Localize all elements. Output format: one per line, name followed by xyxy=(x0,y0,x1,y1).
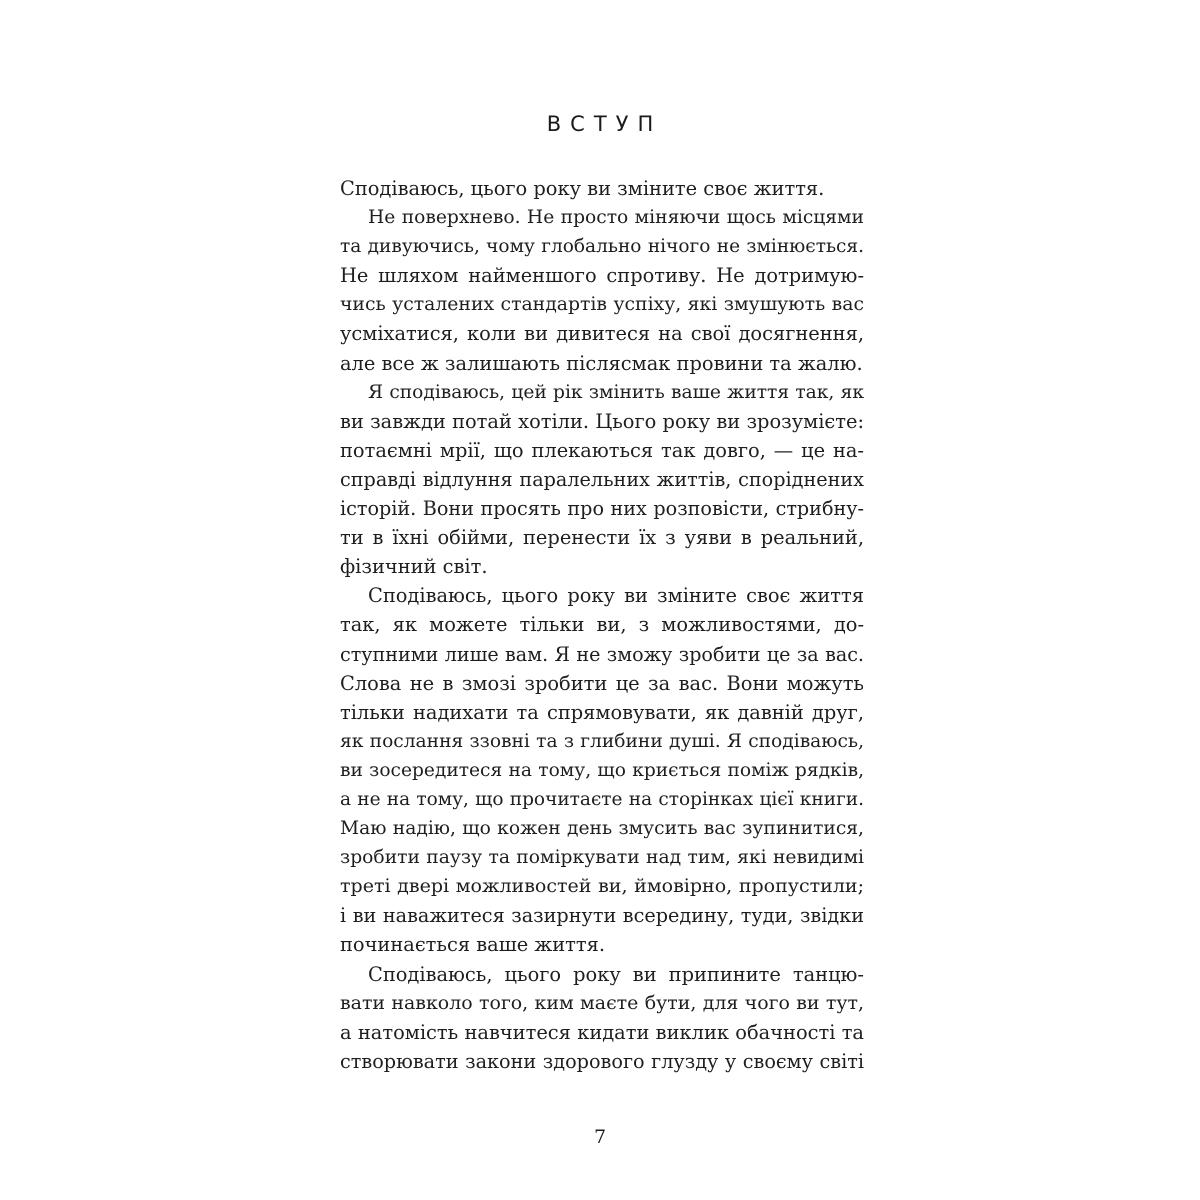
text-line: Слова не в змозі зробити це за вас. Вони можуть xyxy=(340,671,864,695)
text-line: ти в їхні обійми, перенести їх з уяви в реальний, xyxy=(340,526,864,550)
text-line: справді відлуння паралельних життів, споріднених xyxy=(340,467,864,491)
text-line: а натомість навчитеся кидати виклик обачності та xyxy=(340,1020,864,1044)
text-line: Сподіваюсь, цього року ви зміните своє життя. xyxy=(340,177,825,200)
text-line: та дивуючись, чому глобально нічого не змінюється. xyxy=(340,236,864,258)
text-line: тільки надихати та спрямовувати, як давній друг, xyxy=(340,700,864,724)
text-line: треті двері можливостей ви, ймовірно, пропустили; xyxy=(340,875,864,898)
text-line: ви зосередитеся на тому, що криється поміж рядків, xyxy=(340,759,864,781)
text-line: створювати закони здорового глузду у своєму світі xyxy=(340,1049,864,1073)
text-line: історій. Вони просять про них розповісти, стрибну- xyxy=(340,497,864,521)
body-text xyxy=(340,174,864,1076)
text-line: Не поверхнево. Не просто міняючи щось місцями xyxy=(368,207,864,229)
text-line: як послання ззовні та з глибини душі. Я сподіваюсь, xyxy=(340,730,864,752)
text-line: Не шляхом найменшого спротиву. Не дотримую- xyxy=(340,264,864,288)
text-line: а не на тому, що прочитаєте на сторінках цієї книги. xyxy=(340,788,864,810)
text-line: зробити паузу та поміркувати над тим, які невидимі xyxy=(340,847,864,869)
text-line: але все ж залишають післясмак провини та жалю. xyxy=(340,351,863,375)
text-line: потаємні мрії, що плекаються так довго, — це на- xyxy=(340,438,864,462)
text-line: вати навколо того, ким маєте бути, для чого ви тут, xyxy=(340,991,864,1014)
text-line: чись усталених стандартів успіху, які змушують вас xyxy=(340,294,864,316)
chapter-heading: ВСТУП xyxy=(546,112,663,136)
page-number: 7 xyxy=(593,1126,607,1148)
text-line: Маю надію, що кожен день змусить вас зупинитися, xyxy=(340,818,864,840)
text-line: ступними лише вам. Я не зможу зробити це за вас. xyxy=(340,642,864,666)
text-line: так, як можете тільки ви, з можливостями, до- xyxy=(340,613,864,637)
text-line: фізичний світ. xyxy=(340,555,488,579)
text-line: усміхатися, коли ви дивитеся на свої досягнення, xyxy=(340,322,864,346)
text-line: ви завжди потай хотіли. Цього року ви зрозумієте: xyxy=(340,409,864,433)
text-line: Я сподіваюсь, цей рік змінить ваше життя так, як xyxy=(368,381,864,403)
text-line: Сподіваюсь, цього року ви припините танцю- xyxy=(368,962,864,986)
text-line: починається ваше життя. xyxy=(340,933,605,957)
text-line: і ви наважитеся зазирнути всередину, туди, звідки xyxy=(340,904,864,928)
text-line: Сподіваюсь, цього року ви зміните своє життя xyxy=(368,584,864,608)
